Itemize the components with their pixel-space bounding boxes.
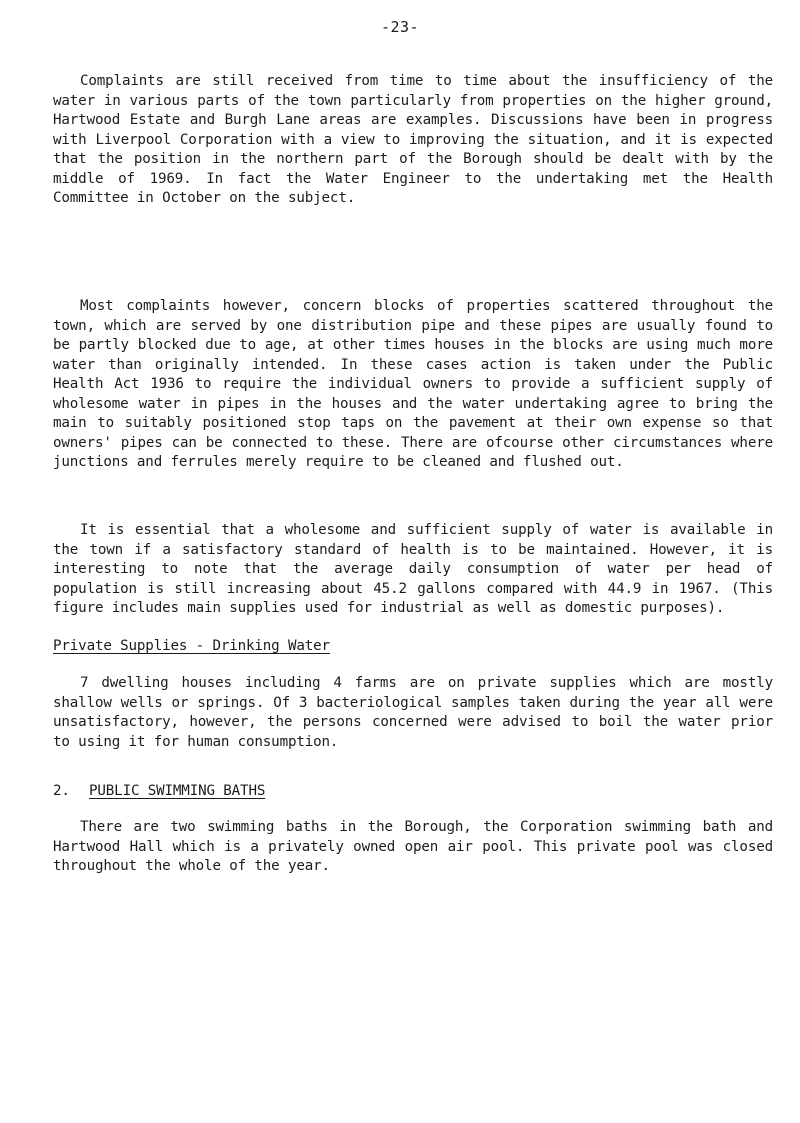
heading-swimming-baths <box>53 782 265 802</box>
paragraph-water-complaints <box>53 72 773 209</box>
paragraph-text: 7 dwelling houses including 4 farms are on private supplies which are mostly shallow wells or springs. Of 3 bacteriological samples taken during the year all were unsatisfactory, however, the persons concerned were advised to boil the water prior to using it for human consumption. <box>53 675 773 750</box>
page-number: -23- <box>380 18 420 36</box>
paragraph-swimming-baths <box>53 818 773 877</box>
paragraph-text: Most complaints however, concern blocks of properties scattered throughout the town, which are served by one distribution pipe and these pipes are usually found to be partly blocked due to age, at other times houses in the blocks are using much more water than originally intended. In these cases action is taken under the Public Health Act 1936 to require the individual owners to provide a sufficient supply of wholesome water in pipes in the houses and the water undertaking agree to bring the main to suitably positioned stop taps on the pavement at their own expense so that owners' pipes can be connected to these. There are ofcourse other circumstances where junctions and ferrules merely require to be cleaned and flushed out. <box>53 298 773 470</box>
paragraph-text: It is essential that a wholesome and sufficient supply of water is available in the town if a satisfactory standard of health is to be maintained. However, it is interesting to note that the average daily consumption of water per head of population is still increasing about 45.2 gallons compared with 44.9 in 1967. (This figure includes main supplies used for industrial as well as domestic purposes). <box>53 522 773 616</box>
paragraph-private-supplies <box>53 674 773 752</box>
heading-private-supplies-title: Private Supplies - Drinking Water <box>53 638 330 654</box>
section-number: 2. <box>53 783 70 799</box>
heading-private-supplies <box>53 637 330 657</box>
heading-swimming-baths-title: PUBLIC SWIMMING BATHS <box>89 783 266 799</box>
paragraph-text: Complaints are still received from time to time about the insufficiency of the water in various parts of the town particularly from properties on the higher ground, Hartwood Estate and Burgh Lane areas are examples. Discussions have been in progress with Liverpool Corporation with a view to improving the situation, and it is expected that the position in the northern part of the Borough should be dealt with by the middle of 1969. In fact the Water Engineer to the undertaking met the Health Committee in October on the subject. <box>53 73 773 206</box>
paragraph-text: There are two swimming baths in the Borough, the Corporation swimming bath and Hartwood Hall which is a privately owned open air pool. This private pool was closed throughout the whole of the year. <box>53 819 773 874</box>
paragraph-consumption <box>53 521 773 619</box>
paragraph-distribution-pipes <box>53 297 773 473</box>
